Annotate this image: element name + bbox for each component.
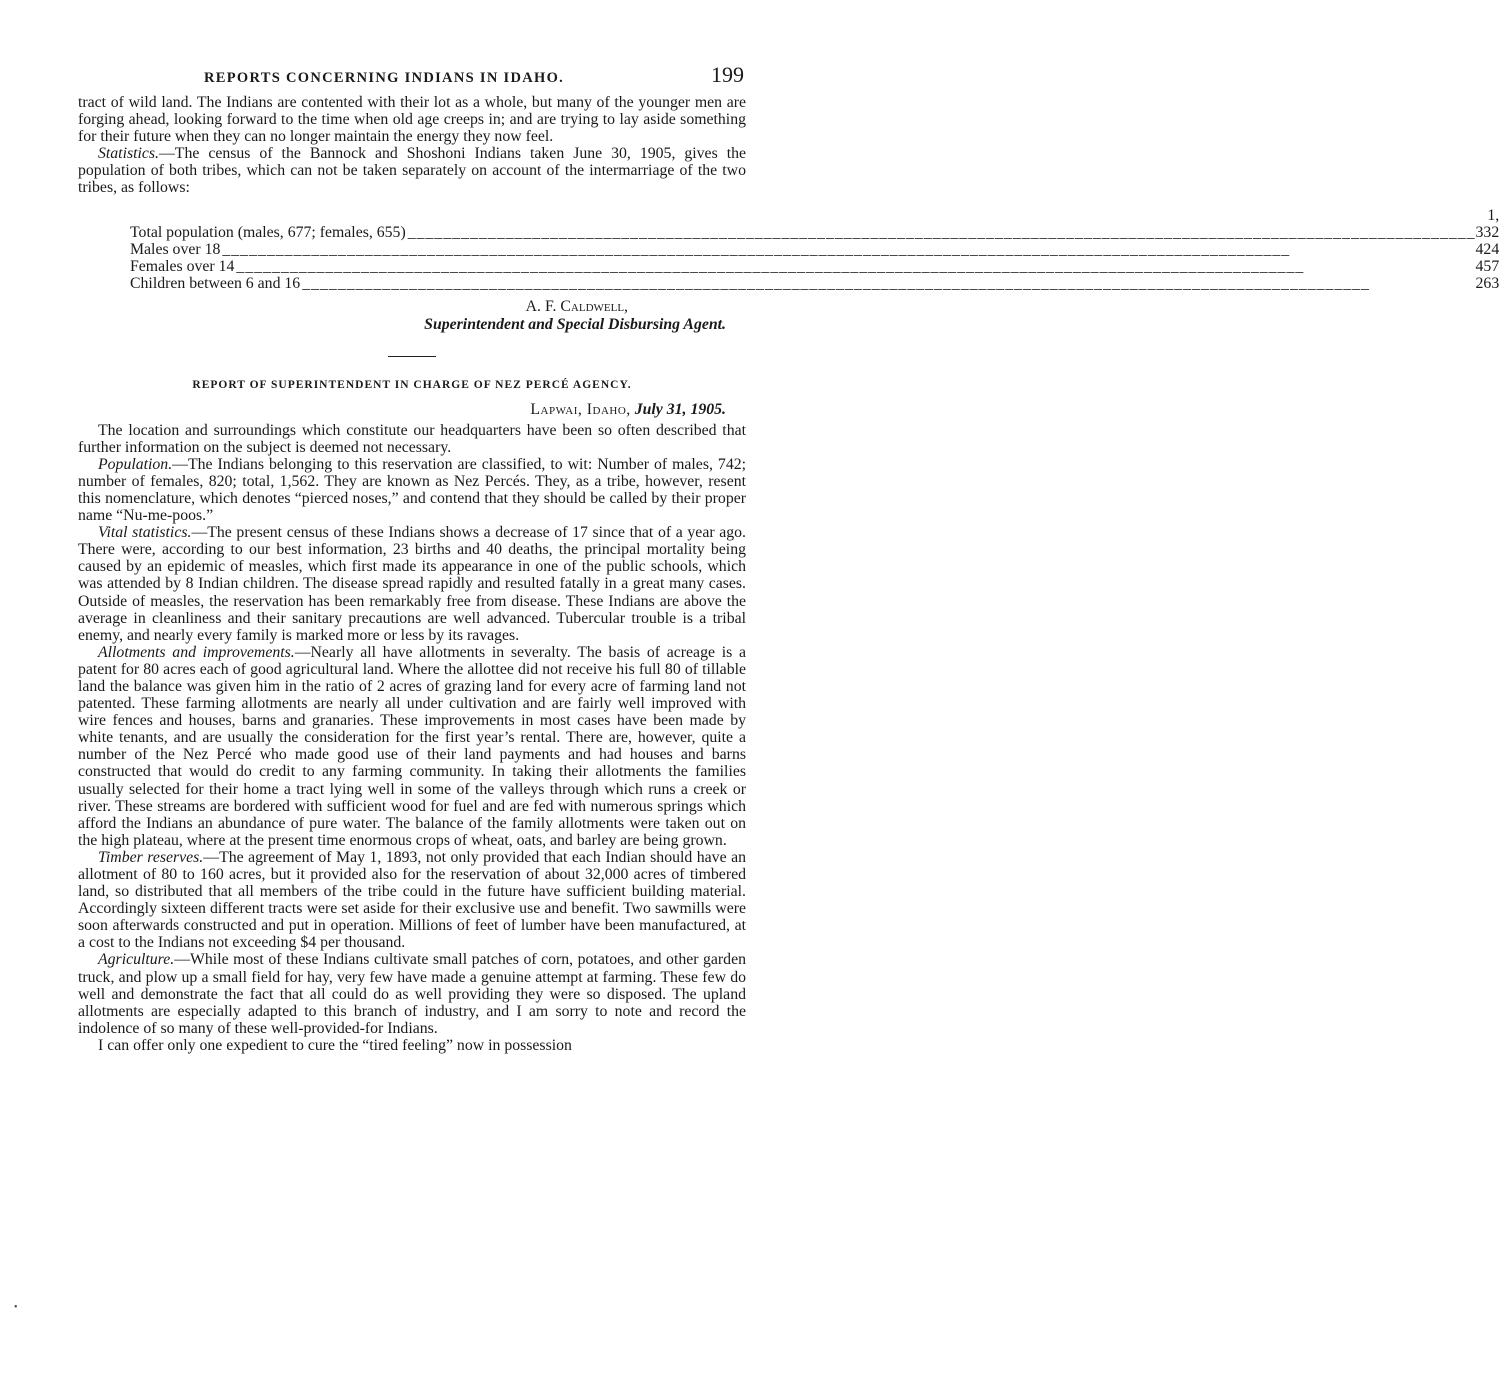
signature-block: [78, 298, 746, 334]
report-sections: [78, 456, 746, 1037]
dateline-place: Lapwai, Idaho,: [530, 400, 631, 418]
running-title: REPORTS CONCERNING INDIANS IN IDAHO.: [204, 70, 565, 86]
section-lead: Agriculture.: [98, 951, 175, 969]
population-value: 263: [1475, 274, 1499, 292]
signature-title: Superintendent and Special Disbursing Agent.: [424, 315, 726, 333]
opening-paragraph: The location and surroundings which constitute our headquarters have been so often described that further information on the subject is deemed not necessary.: [78, 421, 746, 456]
statistics-paragraph: [78, 145, 746, 196]
section-lead: Allotments and improvements.: [98, 643, 295, 661]
running-header: [78, 60, 746, 94]
signature-name: A. F. Caldwell,: [525, 297, 628, 315]
report-section-paragraph: [78, 644, 746, 849]
population-value: 1, 332: [1475, 206, 1499, 241]
population-row: [130, 258, 1499, 275]
population-label: Children between 6 and 16: [130, 274, 301, 292]
section-lead: Population.: [98, 455, 173, 473]
population-label: Males over 18: [130, 240, 221, 258]
dateline-date: July 31, 1905.: [634, 400, 726, 418]
population-row: [130, 275, 1499, 292]
report-section-paragraph: [78, 849, 746, 952]
section-divider: [388, 356, 436, 357]
closing-line: I can offer only one expedient to cure the “tired feeling” now in possession: [98, 1036, 572, 1054]
section-text: —While most of these Indians cultivate small patches of corn, potatoes, and other garden truck, and plow up a small field for hay, very few have made a genuine attempt at farming. These few do well and demonstrate the fact that all could do as well providing they were so disposed. The upland allotments are especially adapted to this branch of industry, and I am sorry to note and record the indolence of so many of these well-provided-for Indians.: [78, 951, 746, 1037]
section-text: —The present census of these Indians shows a decrease of 17 since that of a year ago. There were, according to our best information, 23 births and 40 deaths, the principal mortality being caused by an epidemic of measles, which first made its appearance in one of the public schools, which was attended by 8 Indian children. The disease spread rapidly and resulted fatally in a great many cases. Outside of measles, the reservation has been remarkably free from disease. These Indians are above the average in cleanliness and their sanitary precautions are well advanced. Tubercular trouble is a tribal enemy, and nearly every family is marked more or less by its ravages.: [78, 524, 746, 644]
document-page: [78, 60, 1499, 1054]
section-text: —The Indians belonging to this reservation are classified, to wit: Number of males, 742; number of females, 820; total, 1,562. They are known as Nez Percés. They, as a tribe, however, resent this nomenclature, which denotes “pierced noses,” and contend that they should be called by their proper name “Nu-me-poos.”: [78, 455, 746, 525]
section-text: —Nearly all have allotments in severalty. The basis of acreage is a patent for 80 acres each of good agricultural land. Where the allottee did not receive his full 80 of tillable land the balance was given him in the ratio of 2 acres of grazing land for every acre of farming land not patented. These farming allotments are nearly all under cultivation and are fairly well improved with wire fences and houses, barns and granaries. These improvements in most cases have been made by white tenants, and are usually the consideration for the first year’s rental. There are, however, quite a number of the Nez Percé who made good use of their land payments and had houses and barns constructed that would do credit to any farming community. In taking their allotments the families usually selected for their home a tract lying well in some of the valleys through which runs a creek or river. These streams are bordered with sufficient wood for fuel and are fed with numerous springs which afford the Indians an abundance of pure water. The balance of the family allotments were taken out on the high plateau, where at the present time enormous crops of wheat, oats, and barley are being grown.: [78, 643, 746, 849]
population-label: Females over 14: [130, 257, 235, 275]
population-table: [130, 207, 1499, 292]
section-lead: Timber reserves.: [98, 848, 204, 866]
leader-dashes: ________________________________________________________________________________________________________________________: [222, 240, 1291, 258]
statistics-text: —The census of the Bannock and Shoshoni Indians taken June 30, 1905, gives the population of both tribes, which can not be taken separately on account of the intermarriage of the two tribes, as follows:: [78, 145, 746, 197]
population-row: [130, 207, 1499, 241]
leader-dashes: ________________________________________________________________________________________________________________________: [302, 274, 1371, 292]
dateline: [78, 401, 746, 419]
report-section-paragraph: [78, 456, 746, 524]
statistics-lead: Statistics.: [98, 145, 159, 163]
margin-mark: •: [14, 1302, 18, 1313]
report-section-paragraph: [78, 524, 746, 644]
continuation-paragraph: tract of wild land. The Indians are contented with their lot as a whole, but many of the younger men are forging ahead, looking forward to the time when old age creeps in; and are trying to lay aside something for their future when they can no longer maintain the energy they now feel.: [78, 94, 746, 146]
leader-dashes: ________________________________________________________________________________________________________________________: [236, 257, 1305, 275]
population-label: Total population (males, 677; females, 655): [130, 223, 406, 241]
population-value: 424: [1475, 240, 1499, 258]
population-row: [130, 241, 1499, 258]
page-number: 199: [711, 62, 744, 87]
report-section-paragraph: [78, 951, 746, 1036]
section-text: —The agreement of May 1, 1893, not only provided that each Indian should have an allotment of 80 to 160 acres, but it provided also for the reservation of about 32,000 acres of timbered land, so distributed that all members of the tribe could in the future have sufficient building material. Accordingly sixteen different tracts were set aside for their exclusive use and benefit. Two sawmills were soon afterwards constructed and put in operation. Millions of feet of lumber have been manufactured, at a cost to the Indians not exceeding $4 per thousand.: [78, 848, 746, 952]
population-value: 457: [1475, 257, 1499, 275]
leader-dashes: ________________________________________________________________________________________________________________________: [407, 223, 1476, 241]
report-heading: REPORT OF SUPERINTENDENT IN CHARGE OF NEZ PERCÉ AGENCY.: [192, 378, 632, 391]
section-lead: Vital statistics.: [98, 524, 192, 542]
